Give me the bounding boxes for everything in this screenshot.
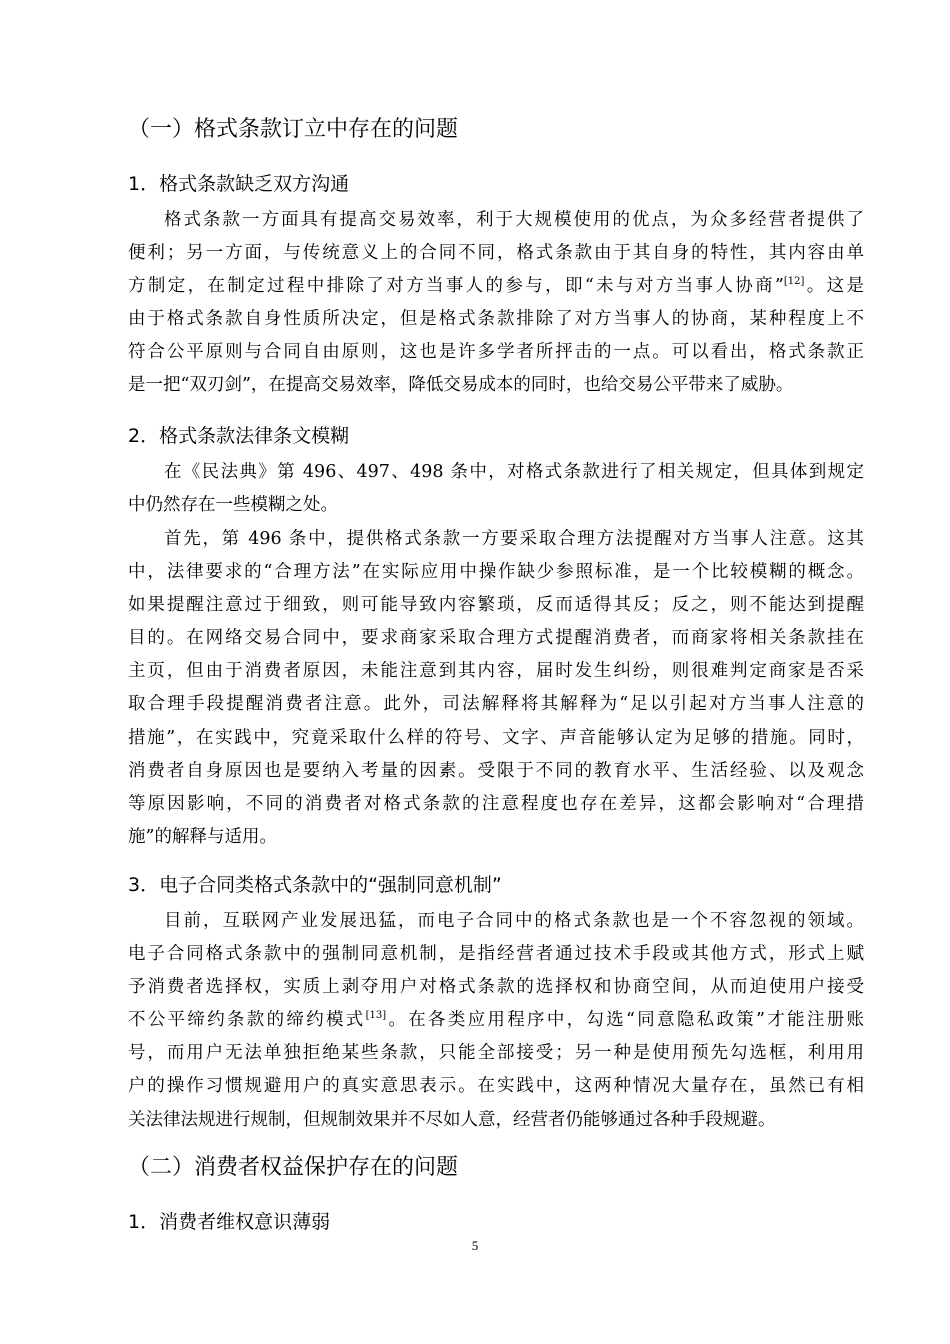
text-segment: 。在各类应用程序中，勾选“同意隐私政策”才能注册账: [386, 1010, 864, 1031]
text-line: 号，而用户无法单独拒绝某些条款，只能全部接受；另一种是使用预先勾选框，利用用: [128, 1043, 864, 1064]
paragraph-format-clause-communication: [128, 204, 864, 403]
text-line: [128, 1004, 864, 1037]
text-line: 格式条款一方面具有提高交易效率，利于大规模使用的优点，为众多经营者提供了: [164, 210, 864, 230]
text-line: 中，法律要求的“合理方法”在实际应用中操作缺少参照标准，是一个比较模糊的概念。: [128, 562, 864, 583]
text-line: 在《民法典》第 496、497、498 条中，对格式条款进行了相关规定，但具体到规定: [164, 462, 864, 482]
text-line: 符合公平原则与合同自由原则，这也是许多学者所抨击的一点。可以看出，格式条款正: [128, 342, 864, 363]
section-heading-2: （二）消费者权益保护存在的问题: [128, 1155, 459, 1180]
text-line: 电子合同格式条款中的强制同意机制，是指经营者通过技术手段或其他方式，形式上赋: [128, 944, 864, 965]
text-line: 由于格式条款自身性质所决定，但是格式条款排除了对方当事人的协商，某种程度上不: [128, 309, 864, 330]
text-segment: 不公平缔约条款的缔约模式: [128, 1010, 366, 1031]
text-line: 关法律法规进行规制，但规制效果并不尽如人意，经营者仍能够通过各种手段规避。: [128, 1109, 776, 1130]
citation-ref: [12]: [783, 276, 805, 288]
paragraph-forced-consent: [128, 905, 864, 1137]
text-line: 目前，互联网产业发展迅猛，而电子合同中的格式条款也是一个不容忽视的领域。: [164, 911, 864, 931]
paragraph-civil-code-articles: [128, 456, 864, 522]
text-line: 户的操作习惯规避用户的真实意思表示。在实践中，这两种情况大量存在，虽然已有相: [128, 1076, 864, 1097]
page-number: 5: [471, 1238, 479, 1253]
text-segment: 。这是: [804, 276, 865, 297]
subsection-heading-1-3: 3．电子合同类格式条款中的“强制同意机制”: [128, 874, 502, 896]
text-line: 中仍然存在一些模糊之处。: [128, 495, 338, 516]
text-line: [128, 270, 864, 303]
text-line: 予消费者选择权，实质上剥夺用户对格式条款的选择权和协商空间，从而迫使用户接受: [128, 977, 864, 998]
text-line: 主页，但由于消费者原因，未能注意到其内容，届时发生纠纷，则很难判定商家是否采: [128, 661, 864, 682]
subsection-heading-1-1: 1．格式条款缺乏双方沟通: [128, 173, 350, 195]
text-line: 施”的解释与适用。: [128, 826, 277, 847]
text-line: 首先，第 496 条中，提供格式条款一方要采取合理方法提醒对方当事人注意。这其: [164, 529, 864, 549]
paragraph-article-496: [128, 523, 864, 854]
text-line: 取合理手段提醒消费者注意。此外，司法解释将其解释为“足以引起对方当事人注意的: [128, 694, 864, 715]
text-line: 措施”，在实践中，究竟采取什么样的符号、文字、声音能够认定为足够的措施。同时，: [128, 727, 864, 748]
section-heading-1: （一）格式条款订立中存在的问题: [128, 117, 459, 142]
text-segment: 方制定，在制定过程中排除了对方当事人的参与，即“未与对方当事人协商”: [128, 276, 784, 297]
text-line: 是一把“双刃剑”，在提高交易效率，降低交易成本的同时，也给交易公平带来了威胁。: [128, 375, 794, 396]
text-line: 消费者自身原因也是要纳入考量的因素。受限于不同的教育水平、生活经验、以及观念: [128, 760, 864, 781]
subsection-heading-2-1: 1．消费者维权意识薄弱: [128, 1211, 331, 1233]
citation-ref: [13]: [365, 1010, 387, 1022]
subsection-heading-1-2: 2．格式条款法律条文模糊: [128, 425, 350, 447]
text-line: 便利；另一方面，与传统意义上的合同不同，格式条款由于其自身的特性，其内容由单: [128, 243, 864, 264]
text-line: 等原因影响，不同的消费者对格式条款的注意程度也存在差异，这都会影响对“合理措: [128, 793, 864, 814]
text-line: 如果提醒注意过于细致，则可能导致内容繁琐，反而适得其反；反之，则不能达到提醒: [128, 595, 864, 616]
text-line: 目的。在网络交易合同中，要求商家采取合理方式提醒消费者，而商家将相关条款挂在: [128, 628, 864, 649]
